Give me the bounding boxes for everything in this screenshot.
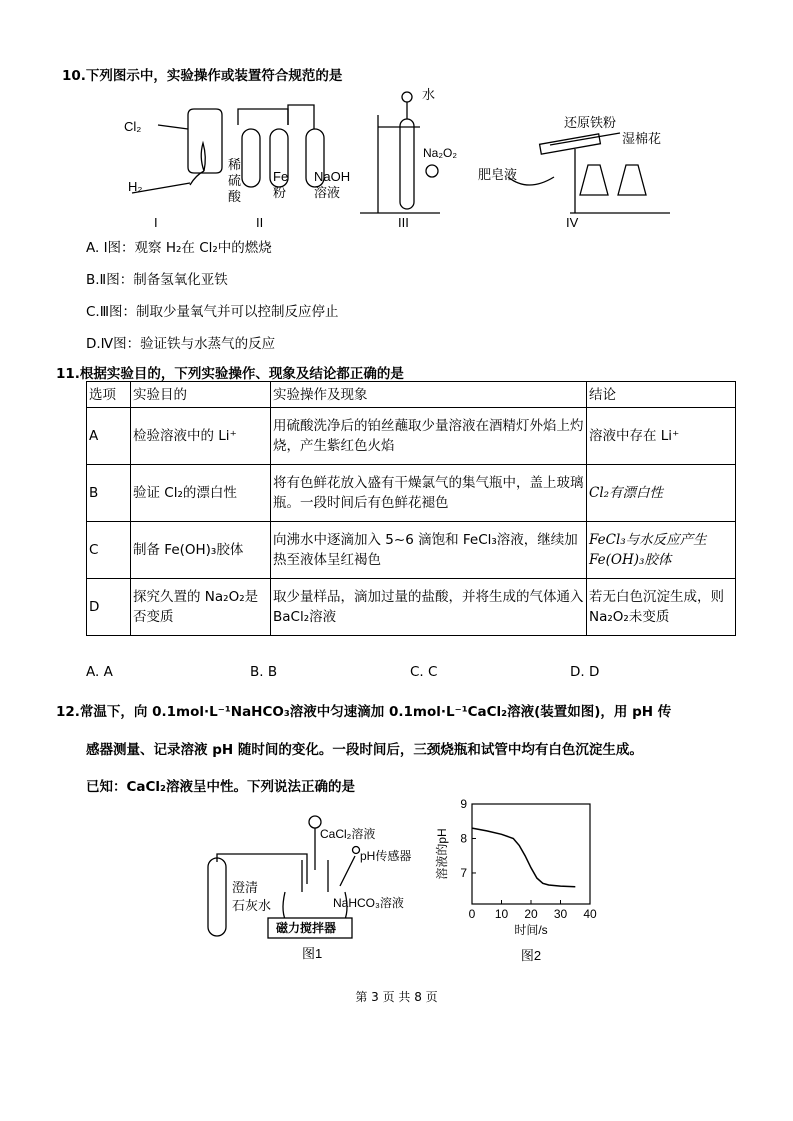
header-conclusion: 结论 [587, 382, 736, 408]
test-tube [208, 858, 226, 936]
row-c-operation: 向沸水中逐滴加入 5~6 滴饱和 FeCl₃溶液，继续加热至液体呈红褐色 [271, 522, 587, 579]
row-b-option: B [87, 465, 131, 522]
x-tick-label: 30 [553, 907, 568, 921]
y-axis-label: 溶液的pH [435, 828, 449, 880]
q11-choice-c: C. C [410, 664, 438, 680]
limewater-label-2: 石灰水 [232, 898, 272, 913]
wet-cotton-label: 湿棉花 [622, 131, 662, 146]
plot-frame [472, 804, 590, 904]
q12-stem-line1: 12.常温下，向 0.1mol·L⁻¹NaHCO₃溶液中匀速滴加 0.1mol·L⁻¹CaCl₂溶液(装置如图)，用 pH 传 [56, 704, 672, 720]
q12-stem-line3: 已知：CaCl₂溶液呈中性。下列说法正确的是 [86, 779, 355, 795]
page-footer: 第 3 页 共 8 页 [355, 990, 438, 1004]
figure-label-IV: IV [566, 215, 579, 230]
q10-stem: 10.下列图示中，实验操作或装置符合规范的是 [62, 68, 343, 84]
row-a-conclusion: 溶液中存在 Li⁺ [587, 408, 736, 465]
figure-label-I: I [154, 215, 158, 230]
row-c-option: C [87, 522, 131, 579]
q11-stem: 11.根据实验目的，下列实验操作、现象及结论都正确的是 [56, 366, 404, 382]
x-tick-label: 0 [468, 907, 476, 921]
q11-choice-d: D. D [570, 664, 600, 680]
q11-choice-b: B. B [250, 664, 278, 680]
q10-option-c: C.Ⅲ图：制取少量氧气并可以控制反应停止 [86, 304, 339, 320]
na2o2-label: Na₂O₂ [423, 146, 457, 160]
q12-stem-line2: 感器测量、记录溶液 pH 随时间的变化。一段时间后，三颈烧瓶和试管中均有白色沉淀生成。 [86, 742, 643, 758]
row-b-purpose: 验证 Cl₂的漂白性 [131, 465, 271, 522]
row-a-operation: 用硫酸洗净后的铂丝蘸取少量溶液在酒精灯外焰上灼烧，产生紫红色火焰 [271, 408, 587, 465]
row-b-conclusion: Cl₂有漂白性 [587, 465, 736, 522]
naoh-label: NaOH 溶液 [314, 169, 351, 200]
q11-table [86, 381, 736, 636]
header-operation: 实验操作及现象 [271, 382, 587, 408]
ph-chart [432, 796, 602, 966]
dilute-acid-label: 稀硫酸 [228, 157, 242, 204]
row-d-operation: 取少量样品，滴加过量的盐酸，并将生成的气体通入 BaCl₂溶液 [271, 579, 587, 636]
reduced-iron-label: 还原铁粉 [564, 115, 617, 130]
row-c-conclusion: FeCl₃与水反应产生Fe(OH)₃胶体 [587, 522, 736, 579]
cl2-label: Cl₂ [124, 119, 142, 134]
x-tick-label: 10 [494, 907, 509, 921]
table-header-row [87, 382, 736, 408]
row-a-option: A [87, 408, 131, 465]
water-label: 水 [422, 87, 436, 102]
q11-choice-a: A. A [86, 664, 113, 680]
q10-option-b: B.Ⅱ图：制备氢氧化亚铁 [86, 272, 228, 288]
soap-label: 肥皂液 [478, 167, 518, 182]
ph-sensor-label: pH传感器 [360, 849, 412, 863]
header-option: 选项 [87, 382, 131, 408]
row-d-conclusion: 若无白色沉淀生成，则 Na₂O₂未变质 [587, 579, 736, 636]
table-row [87, 408, 736, 465]
x-axis-label: 时间/s [514, 923, 548, 937]
stirrer-label: 磁力搅拌器 [276, 921, 337, 935]
table-row [87, 465, 736, 522]
nahco3-label: NaHCO₃溶液 [333, 896, 404, 910]
x-tick-label: 20 [524, 907, 538, 921]
y-tick-label: 7 [460, 865, 467, 880]
y-tick-label: 8 [460, 831, 467, 846]
figure-label-III: III [398, 215, 409, 230]
fe-powder-label: Fe 粉 [273, 169, 289, 200]
row-a-purpose: 检验溶液中的 Li⁺ [131, 408, 271, 465]
y-tick-label: 9 [460, 797, 467, 811]
row-b-operation: 将有色鲜花放入盛有干燥氯气的集气瓶中，盖上玻璃瓶。一段时间后有色鲜花褪色 [271, 465, 587, 522]
h2-label: H₂ [128, 179, 143, 194]
figure-label-II: II [256, 215, 264, 230]
cacl2-label: CaCl₂溶液 [320, 827, 376, 841]
q12-apparatus-figure [200, 800, 430, 965]
table-row [87, 579, 736, 636]
table-row [87, 522, 736, 579]
figure1-caption: 图1 [302, 946, 323, 961]
q10-option-d: D.Ⅳ图：验证铁与水蒸气的反应 [86, 336, 276, 352]
limewater-label-1: 澄清 [232, 880, 259, 895]
q10-option-a: A. Ⅰ图：观察 H₂在 Cl₂中的燃烧 [86, 240, 272, 256]
q10-apparatus-figures [110, 85, 680, 233]
figure2-caption: 图2 [520, 948, 542, 963]
ph-series-line [472, 828, 575, 887]
row-d-purpose: 探究久置的 Na₂O₂是否变质 [131, 579, 271, 636]
row-d-option: D [87, 579, 131, 636]
header-purpose: 实验目的 [131, 382, 271, 408]
row-c-purpose: 制备 Fe(OH)₃胶体 [131, 522, 271, 579]
x-tick-label: 40 [583, 907, 597, 921]
